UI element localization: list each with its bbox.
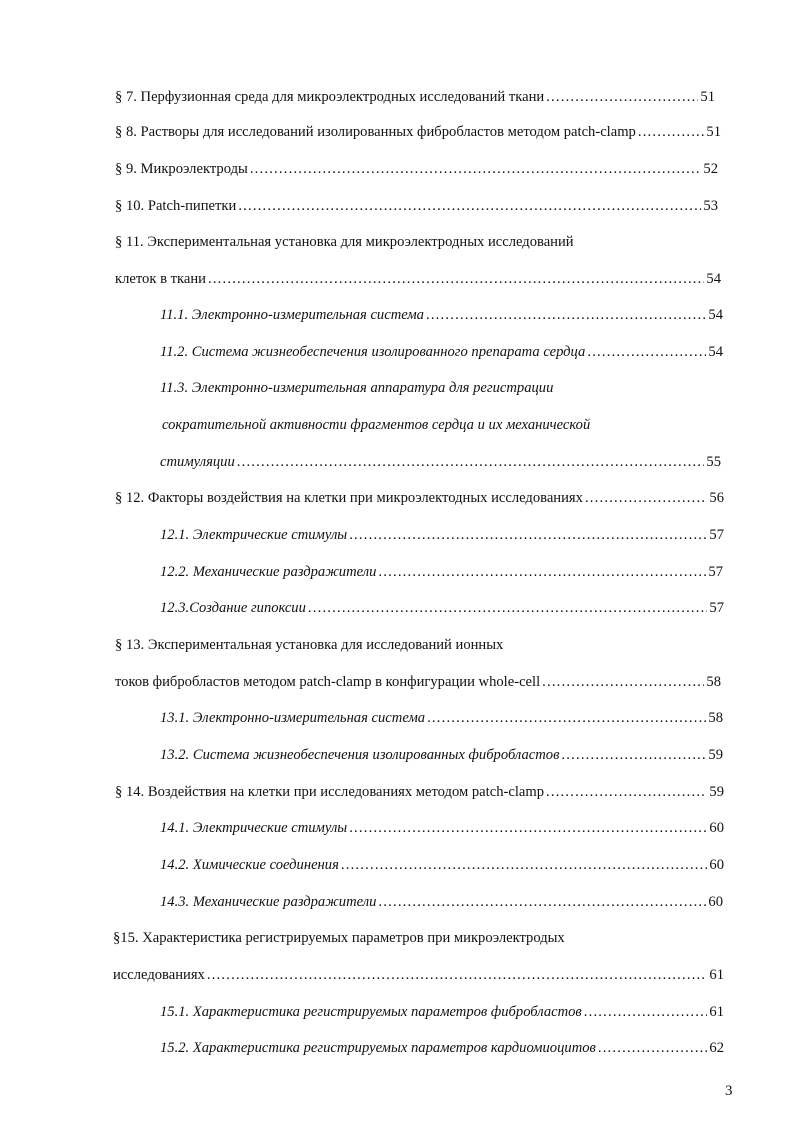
toc-entry-11-1 bbox=[160, 306, 723, 324]
toc-leader bbox=[546, 783, 707, 801]
toc-entry-title: исследованиях bbox=[113, 967, 205, 983]
toc-entry-page: 62 bbox=[709, 1040, 724, 1056]
toc-entry-title: § 10. Patch-пипетки bbox=[115, 198, 237, 214]
toc-entry-page: 54 bbox=[708, 307, 723, 323]
toc-entry-13 bbox=[115, 636, 503, 654]
toc-entry-14-3 bbox=[160, 893, 723, 911]
toc-entry-13-2 bbox=[160, 746, 723, 764]
toc-leader bbox=[426, 306, 706, 324]
toc-entry-title: 14.2. Химические соединения bbox=[160, 857, 339, 873]
toc-entry-page: 54 bbox=[708, 344, 723, 360]
toc-entry-page: 51 bbox=[700, 89, 715, 105]
toc-entry-title: § 9. Микроэлектроды bbox=[115, 161, 248, 177]
toc-entry-12 bbox=[115, 489, 724, 507]
toc-entry-page: 61 bbox=[709, 967, 724, 983]
toc-entry-page: 54 bbox=[706, 271, 721, 287]
toc-entry-title: 14.1. Электрические стимулы bbox=[160, 820, 348, 836]
toc-leader bbox=[584, 1003, 708, 1021]
toc-entry-page: 57 bbox=[708, 564, 723, 580]
toc-entry-15-2 bbox=[160, 1039, 724, 1057]
toc-leader bbox=[598, 1039, 708, 1057]
toc-leader bbox=[378, 563, 706, 581]
toc-entry-14-2 bbox=[160, 856, 724, 874]
toc-entry-page: 60 bbox=[708, 894, 723, 910]
toc-entry-15 bbox=[113, 929, 565, 947]
toc-entry-page: 58 bbox=[706, 674, 721, 690]
toc-leader bbox=[638, 123, 705, 141]
toc-entry-11-3-continued bbox=[162, 416, 590, 434]
toc-entry-11-3-continued-2 bbox=[160, 453, 721, 471]
toc-entry-title: 15.2. Характеристика регистрируемых параметров кардиомиоцитов bbox=[160, 1040, 596, 1056]
toc-entry-page: 60 bbox=[709, 857, 724, 873]
toc-entry-page: 56 bbox=[709, 490, 724, 506]
toc-entry-title: § 11. Экспериментальная установка для микроэлектродных исследований bbox=[115, 234, 574, 250]
toc-entry-page: 61 bbox=[709, 1004, 724, 1020]
toc-leader bbox=[587, 343, 706, 361]
toc-entry-title: 15.1. Характеристика регистрируемых параметров фибробластов bbox=[160, 1004, 582, 1020]
toc-leader bbox=[237, 453, 705, 471]
toc-entry-title: § 13. Экспериментальная установка для исследований ионных bbox=[115, 637, 504, 653]
toc-entry-page: 59 bbox=[709, 784, 724, 800]
toc-entry-page: 58 bbox=[708, 710, 723, 726]
toc-entry-13-continued bbox=[115, 673, 721, 691]
toc-entry-title: 12.2. Механические раздражители bbox=[160, 564, 377, 580]
toc-entry-page: 60 bbox=[709, 820, 724, 836]
toc-entry-15-1 bbox=[160, 1003, 724, 1021]
toc-leader bbox=[349, 819, 707, 837]
toc-leader bbox=[341, 856, 708, 874]
toc-entry-page: 55 bbox=[706, 454, 721, 470]
toc-entry-title: § 7. Перфузионная среда для микроэлектродных исследований ткани bbox=[115, 89, 545, 105]
toc-entry-12-2 bbox=[160, 563, 723, 581]
page-number: 3 bbox=[725, 1083, 733, 1099]
toc-entry-page: 57 bbox=[709, 527, 724, 543]
toc-entry-11-continued bbox=[115, 270, 721, 288]
toc-entry-page: 59 bbox=[708, 747, 723, 763]
toc-entry-page: 53 bbox=[703, 198, 718, 214]
toc-leader bbox=[250, 160, 702, 178]
toc-entry-8 bbox=[115, 123, 721, 141]
toc-entry-title: 13.1. Электронно-измерительная система bbox=[160, 710, 426, 726]
toc-entry-7 bbox=[115, 88, 715, 106]
toc-entry-11-2 bbox=[160, 343, 723, 361]
toc-entry-12-3 bbox=[160, 599, 724, 617]
toc-entry-9 bbox=[115, 160, 718, 178]
toc-leader bbox=[349, 526, 707, 544]
toc-entry-title: клеток в ткани bbox=[115, 271, 206, 287]
toc-entry-12-1 bbox=[160, 526, 724, 544]
toc-leader bbox=[561, 746, 706, 764]
toc-entry-title: стимуляции bbox=[160, 454, 235, 470]
toc-leader bbox=[585, 489, 707, 507]
toc-entry-14-1 bbox=[160, 819, 724, 837]
toc-entry-11-3 bbox=[160, 379, 553, 397]
toc-entry-10 bbox=[115, 197, 718, 215]
toc-entry-13-1 bbox=[160, 709, 723, 727]
toc-entry-title: § 8. Растворы для исследований изолированных фибробластов методом patch-clamp bbox=[115, 124, 636, 140]
toc-entry-title: 11.3. Электронно-измерительная аппаратура для регистрации bbox=[160, 380, 554, 396]
toc-entry-title: 11.2. Система жизнеобеспечения изолированного препарата сердца bbox=[160, 344, 586, 360]
toc-entry-page: 52 bbox=[703, 161, 718, 177]
toc-leader bbox=[378, 893, 706, 911]
toc-entry-15-continued bbox=[113, 966, 724, 984]
toc-entry-14 bbox=[115, 783, 724, 801]
toc-entry-title: 13.2. Система жизнеобеспечения изолированных фибробластов bbox=[160, 747, 560, 763]
toc-entry-title: § 14. Воздействия на клетки при исследованиях методом patch-clamp bbox=[115, 784, 545, 800]
toc-entry-title: §15. Характеристика регистрируемых параметров при микроэлектродых bbox=[113, 930, 565, 946]
toc-leader bbox=[308, 599, 708, 617]
toc-entry-title: токов фибробластов методом patch-clamp в конфигурации whole-cell bbox=[115, 674, 541, 690]
toc-entry-title: § 12. Факторы воздействия на клетки при микроэлектодных исследованиях bbox=[115, 490, 583, 506]
toc-entry-title: 12.1. Электрические стимулы bbox=[160, 527, 348, 543]
toc-leader bbox=[542, 673, 704, 691]
toc-entry-page: 51 bbox=[706, 124, 721, 140]
toc-entry-title: 12.3.Создание гипоксии bbox=[160, 600, 306, 616]
toc-entry-title: 11.1. Электронно-измерительная система bbox=[160, 307, 424, 323]
toc-leader bbox=[427, 709, 706, 727]
toc-entry-11 bbox=[115, 233, 574, 251]
toc-entry-title: сократительной активности фрагментов сердца и их механической bbox=[162, 417, 591, 433]
toc-leader bbox=[207, 966, 708, 984]
toc-entry-title: 14.3. Механические раздражители bbox=[160, 894, 377, 910]
toc-leader bbox=[546, 88, 698, 106]
toc-leader bbox=[208, 270, 704, 288]
toc-entry-page: 57 bbox=[709, 600, 724, 616]
toc-leader bbox=[238, 197, 701, 215]
